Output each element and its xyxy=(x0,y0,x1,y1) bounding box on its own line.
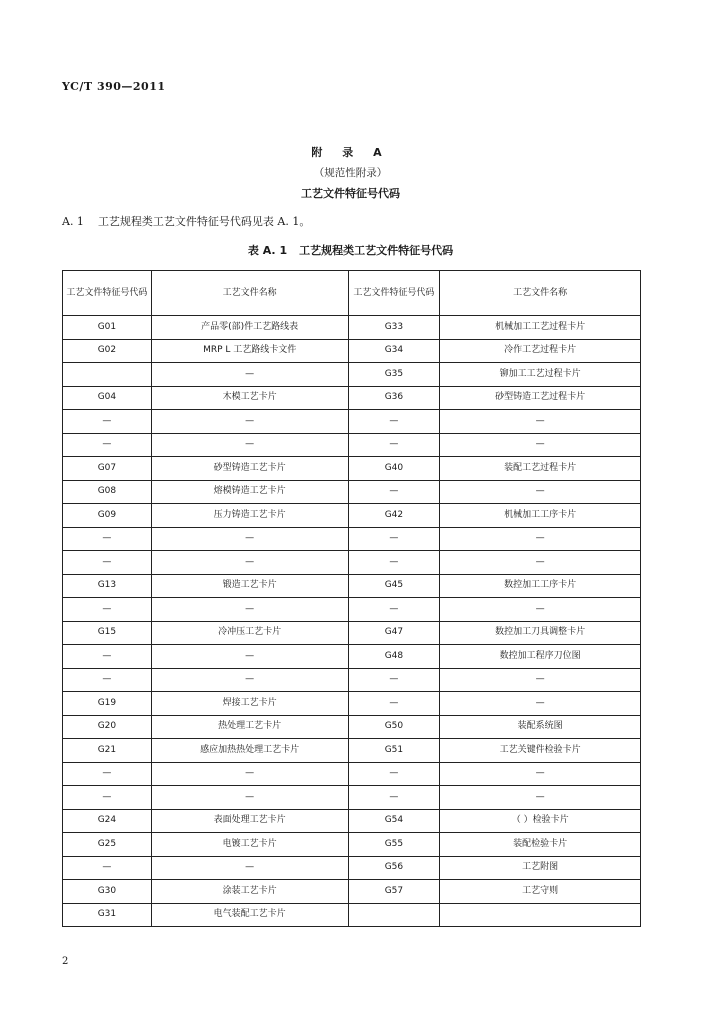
name-left-cell: 感应加热热处理工艺卡片 xyxy=(151,739,348,763)
name-right-cell: 冷作工艺过程卡片 xyxy=(440,339,641,363)
code-left-cell: G07 xyxy=(63,457,152,481)
header-name-right: 工艺文件名称 xyxy=(440,271,641,316)
code-left-cell: — xyxy=(63,786,152,810)
code-right-cell: — xyxy=(348,668,440,692)
header-name-left: 工艺文件名称 xyxy=(151,271,348,316)
name-left-cell: — xyxy=(151,410,348,434)
name-right-cell: 数控加工工序卡片 xyxy=(440,574,641,598)
table-row xyxy=(63,739,641,763)
code-right-cell: — xyxy=(348,551,440,575)
name-left-cell: — xyxy=(151,668,348,692)
code-right-cell: — xyxy=(348,598,440,622)
code-left-cell: — xyxy=(63,668,152,692)
table-caption xyxy=(0,242,701,258)
name-right-cell: 装配工艺过程卡片 xyxy=(440,457,641,481)
name-left-cell: — xyxy=(151,433,348,457)
section-text: 工艺规程类工艺文件特征号代码见表 A. 1。 xyxy=(97,215,311,228)
name-right-cell: 机械加工工序卡片 xyxy=(440,504,641,528)
code-left-cell: G09 xyxy=(63,504,152,528)
header-code-right: 工艺文件特征号代码 xyxy=(348,271,440,316)
name-right-cell: 装配检验卡片 xyxy=(440,833,641,857)
code-left-cell: G25 xyxy=(63,833,152,857)
code-left-cell: G01 xyxy=(63,316,152,340)
table-row xyxy=(63,762,641,786)
name-left-cell: 木模工艺卡片 xyxy=(151,386,348,410)
name-right-cell: 数控加工刀具调整卡片 xyxy=(440,621,641,645)
name-right-cell xyxy=(440,903,641,927)
name-left-cell: 砂型铸造工艺卡片 xyxy=(151,457,348,481)
name-right-cell: （ ）检验卡片 xyxy=(440,809,641,833)
name-right-cell: — xyxy=(440,786,641,810)
code-left-cell: G08 xyxy=(63,480,152,504)
table-row xyxy=(63,433,641,457)
code-right-cell: G54 xyxy=(348,809,440,833)
name-left-cell: — xyxy=(151,762,348,786)
name-right-cell: 工艺守则 xyxy=(440,880,641,904)
table-header-row xyxy=(63,271,641,316)
table-row xyxy=(63,480,641,504)
code-right-cell: G40 xyxy=(348,457,440,481)
code-left-cell: — xyxy=(63,551,152,575)
name-left-cell: 电气装配工艺卡片 xyxy=(151,903,348,927)
table-row xyxy=(63,386,641,410)
code-right-cell: — xyxy=(348,762,440,786)
code-left-cell: G19 xyxy=(63,692,152,716)
table-row xyxy=(63,692,641,716)
code-left-cell: — xyxy=(63,856,152,880)
code-right-cell: — xyxy=(348,527,440,551)
table-row xyxy=(63,598,641,622)
table-row xyxy=(63,574,641,598)
code-right-cell: — xyxy=(348,410,440,434)
name-right-cell: — xyxy=(440,551,641,575)
table-caption-text: 工艺规程类工艺文件特征号代码 xyxy=(299,244,454,257)
name-left-cell: 热处理工艺卡片 xyxy=(151,715,348,739)
name-left-cell: 涂装工艺卡片 xyxy=(151,880,348,904)
code-left-cell: G13 xyxy=(63,574,152,598)
table-row xyxy=(63,715,641,739)
name-left-cell: 锻造工艺卡片 xyxy=(151,574,348,598)
code-left-cell: G24 xyxy=(63,809,152,833)
table-body xyxy=(63,316,641,927)
code-left-cell: — xyxy=(63,598,152,622)
name-right-cell: — xyxy=(440,692,641,716)
code-left-cell: — xyxy=(63,527,152,551)
code-right-cell: G35 xyxy=(348,363,440,387)
name-right-cell: — xyxy=(440,598,641,622)
code-left-cell: — xyxy=(63,433,152,457)
standard-code: YC/T 390—2011 xyxy=(62,80,166,93)
table-row xyxy=(63,786,641,810)
table-row xyxy=(63,339,641,363)
table-row xyxy=(63,504,641,528)
name-right-cell: 铆加工工艺过程卡片 xyxy=(440,363,641,387)
name-left-cell: — xyxy=(151,598,348,622)
name-left-cell: 熔模铸造工艺卡片 xyxy=(151,480,348,504)
code-right-cell: — xyxy=(348,433,440,457)
code-right-cell: — xyxy=(348,692,440,716)
code-left-cell: G21 xyxy=(63,739,152,763)
table-row xyxy=(63,833,641,857)
section-paragraph xyxy=(62,213,310,229)
code-table xyxy=(62,270,641,927)
table-row xyxy=(63,457,641,481)
code-left-cell xyxy=(63,363,152,387)
code-left-cell: — xyxy=(63,410,152,434)
code-right-cell xyxy=(348,903,440,927)
name-right-cell: 机械加工工艺过程卡片 xyxy=(440,316,641,340)
table-row xyxy=(63,645,641,669)
name-left-cell: — xyxy=(151,551,348,575)
name-left-cell: — xyxy=(151,856,348,880)
code-right-cell: — xyxy=(348,480,440,504)
code-right-cell: G48 xyxy=(348,645,440,669)
code-right-cell: G42 xyxy=(348,504,440,528)
table-row xyxy=(63,316,641,340)
code-right-cell: G50 xyxy=(348,715,440,739)
name-left-cell: 产品零(部)件工艺路线表 xyxy=(151,316,348,340)
code-right-cell: G33 xyxy=(348,316,440,340)
code-right-cell: G45 xyxy=(348,574,440,598)
table-row xyxy=(63,809,641,833)
code-left-cell: G31 xyxy=(63,903,152,927)
table-row xyxy=(63,621,641,645)
name-right-cell: 砂型铸造工艺过程卡片 xyxy=(440,386,641,410)
name-left-cell: 电镀工艺卡片 xyxy=(151,833,348,857)
table-row xyxy=(63,527,641,551)
code-right-cell: G56 xyxy=(348,856,440,880)
section-number: A. 1 xyxy=(62,215,84,228)
annex-type: （规范性附录） xyxy=(313,167,388,179)
page-number: 2 xyxy=(62,956,69,967)
name-left-cell: — xyxy=(151,786,348,810)
code-left-cell: G02 xyxy=(63,339,152,363)
name-right-cell: — xyxy=(440,433,641,457)
annex-subtitle: 工艺文件特征号代码 xyxy=(301,187,400,200)
code-left-cell: G30 xyxy=(63,880,152,904)
name-left-cell: — xyxy=(151,363,348,387)
code-left-cell: — xyxy=(63,645,152,669)
table-row xyxy=(63,363,641,387)
name-left-cell: — xyxy=(151,527,348,551)
table-row xyxy=(63,903,641,927)
table-row xyxy=(63,410,641,434)
name-right-cell: 数控加工程序刀位图 xyxy=(440,645,641,669)
name-right-cell: — xyxy=(440,410,641,434)
name-right-cell: 工艺关键件检验卡片 xyxy=(440,739,641,763)
name-right-cell: 工艺附图 xyxy=(440,856,641,880)
name-left-cell: 压力铸造工艺卡片 xyxy=(151,504,348,528)
code-right-cell: — xyxy=(348,786,440,810)
name-right-cell: — xyxy=(440,480,641,504)
header-code-left: 工艺文件特征号代码 xyxy=(63,271,152,316)
code-left-cell: G15 xyxy=(63,621,152,645)
table-row xyxy=(63,551,641,575)
annex-title: 附 录 A xyxy=(311,146,390,159)
code-right-cell: G36 xyxy=(348,386,440,410)
code-right-cell: G57 xyxy=(348,880,440,904)
name-right-cell: — xyxy=(440,762,641,786)
code-left-cell: G20 xyxy=(63,715,152,739)
table-row xyxy=(63,668,641,692)
code-right-cell: G51 xyxy=(348,739,440,763)
code-right-cell: G47 xyxy=(348,621,440,645)
name-left-cell: 焊接工艺卡片 xyxy=(151,692,348,716)
code-left-cell: — xyxy=(63,762,152,786)
name-left-cell: 冷冲压工艺卡片 xyxy=(151,621,348,645)
name-left-cell: MRP L 工艺路线卡文件 xyxy=(151,339,348,363)
table-caption-number: 表 A. 1 xyxy=(247,244,288,257)
table-row xyxy=(63,880,641,904)
code-left-cell: G04 xyxy=(63,386,152,410)
name-right-cell: — xyxy=(440,668,641,692)
code-right-cell: G34 xyxy=(348,339,440,363)
name-left-cell: — xyxy=(151,645,348,669)
name-left-cell: 表面处理工艺卡片 xyxy=(151,809,348,833)
name-right-cell: — xyxy=(440,527,641,551)
name-right-cell: 装配系统图 xyxy=(440,715,641,739)
code-right-cell: G55 xyxy=(348,833,440,857)
table-row xyxy=(63,856,641,880)
